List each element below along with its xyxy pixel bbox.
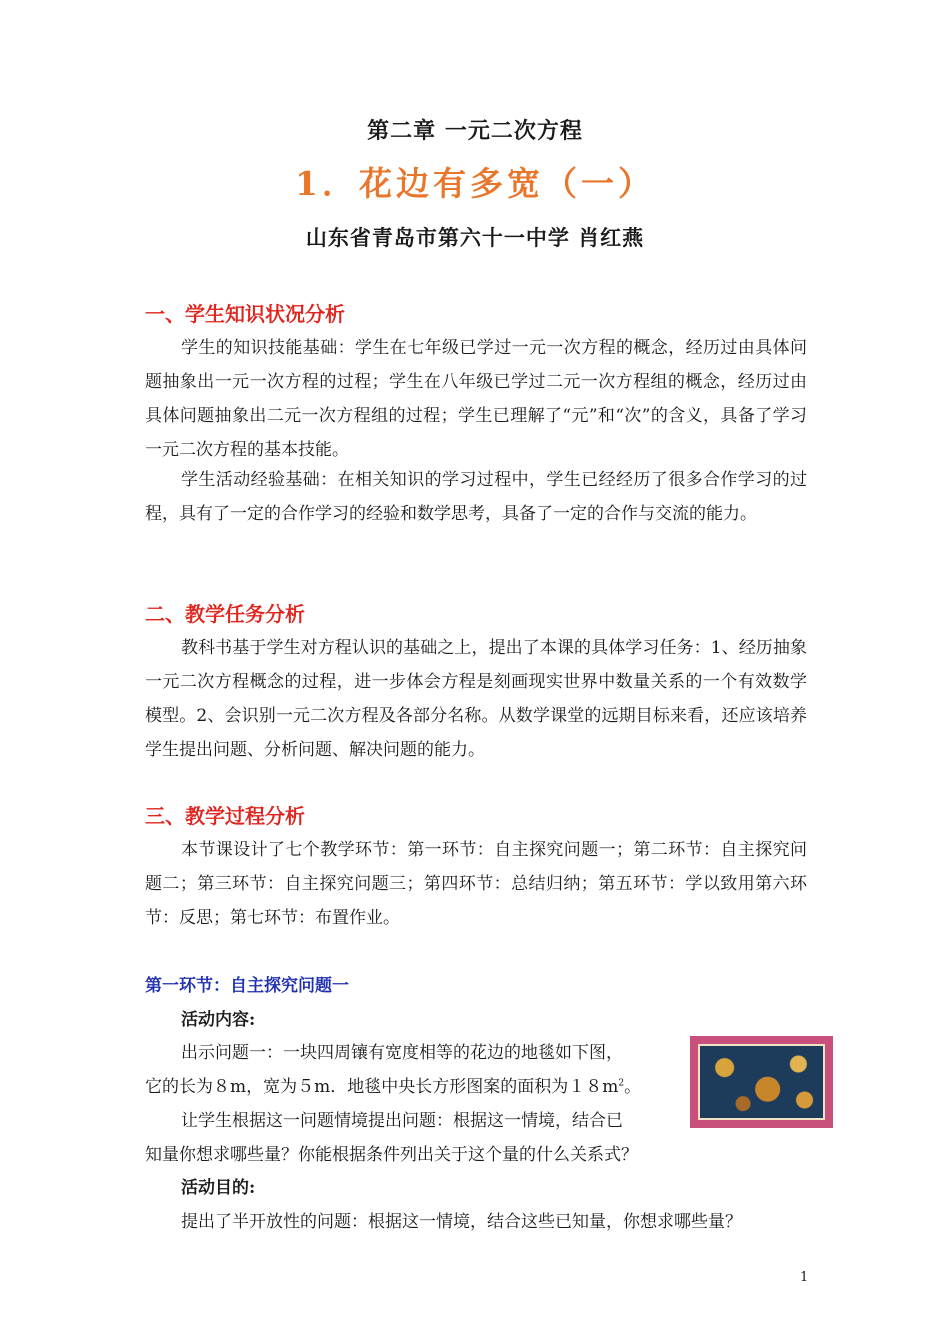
chapter-title: 第二章 一元二次方程	[367, 118, 583, 144]
step1-heading: 第一环节：自主探究问题一	[145, 976, 349, 996]
problem-line-2-text: 它的长为８m，宽为５m．地毯中央长方形图案的面积为１８m	[145, 1077, 619, 1097]
author-line: 山东省青岛市第六十一中学 肖红燕	[305, 225, 645, 250]
section1-paragraph-2: 学生活动经验基础：在相关知识的学习过程中，学生已经经历了很多合作学习的过程，具有了一定的合作学习的经验和数学思考，具备了一定的合作与交流的能力。	[145, 470, 807, 524]
section-heading-1: 一、学生知识状况分析	[145, 302, 345, 326]
carpet-image	[690, 1036, 833, 1128]
area-unit-superscript: 2	[618, 1078, 625, 1089]
problem-line-2	[145, 1072, 641, 1097]
section-heading-3: 三、教学过程分析	[145, 804, 305, 828]
problem-line-1: 出示问题一：一块四周镶有宽度相等的花边的地毯如下图，	[181, 1043, 623, 1063]
section1-paragraph-1: 学生的知识技能基础：学生在七年级已学过一元一次方程的概念，经历过由具体问题抽象出一元一次方程的过程；学生在八年级已学过二元一次方程组的概念，经历过由具体问题抽象出二元一次方程组的过程；学生已理解了“元”和“次”的含义，具备了学习一元二次方程的基本技能。	[145, 338, 807, 460]
problem-line-2-end: 。	[624, 1077, 642, 1097]
section3-paragraph-1: 本节课设计了七个教学环节：第一环节：自主探究问题一；第二环节：自主探究问题二；第三环节：自主探究问题三；第四环节：总结归纳；第五环节：学以致用第六环节：反思；第七环节：布置作业。	[145, 840, 807, 928]
problem-line-4: 知量你想求哪些量？你能根据条件列出关于这个量的什么关系式？	[145, 1145, 638, 1165]
problem-line-3: 让学生根据这一问题情境提出问题：根据这一情境，结合已	[181, 1111, 623, 1131]
purpose-line-1: 提出了半开放性的问题：根据这一情境，结合这些已知量，你想求哪些量？	[181, 1212, 742, 1232]
activity-content-label: 活动内容:	[181, 1010, 256, 1030]
page-number: 1	[800, 1270, 809, 1285]
section-heading-2: 二、教学任务分析	[145, 602, 305, 626]
section2-paragraph-1: 教科书基于学生对方程认识的基础之上，提出了本课的具体学习任务：1、经历抽象一元二次方程概念的过程，进一步体会方程是刻画现实世界中数量关系的一个有效数学模型。2、会识别一元二次方程及各部分名称。从数学课堂的远期目标来看，还应该培养学生提出问题、分析问题、解决问题的能力。	[145, 638, 807, 760]
lesson-title: 1．花边有多宽（一）	[295, 164, 655, 203]
carpet-pattern	[698, 1044, 825, 1120]
activity-purpose-label: 活动目的:	[181, 1178, 256, 1198]
